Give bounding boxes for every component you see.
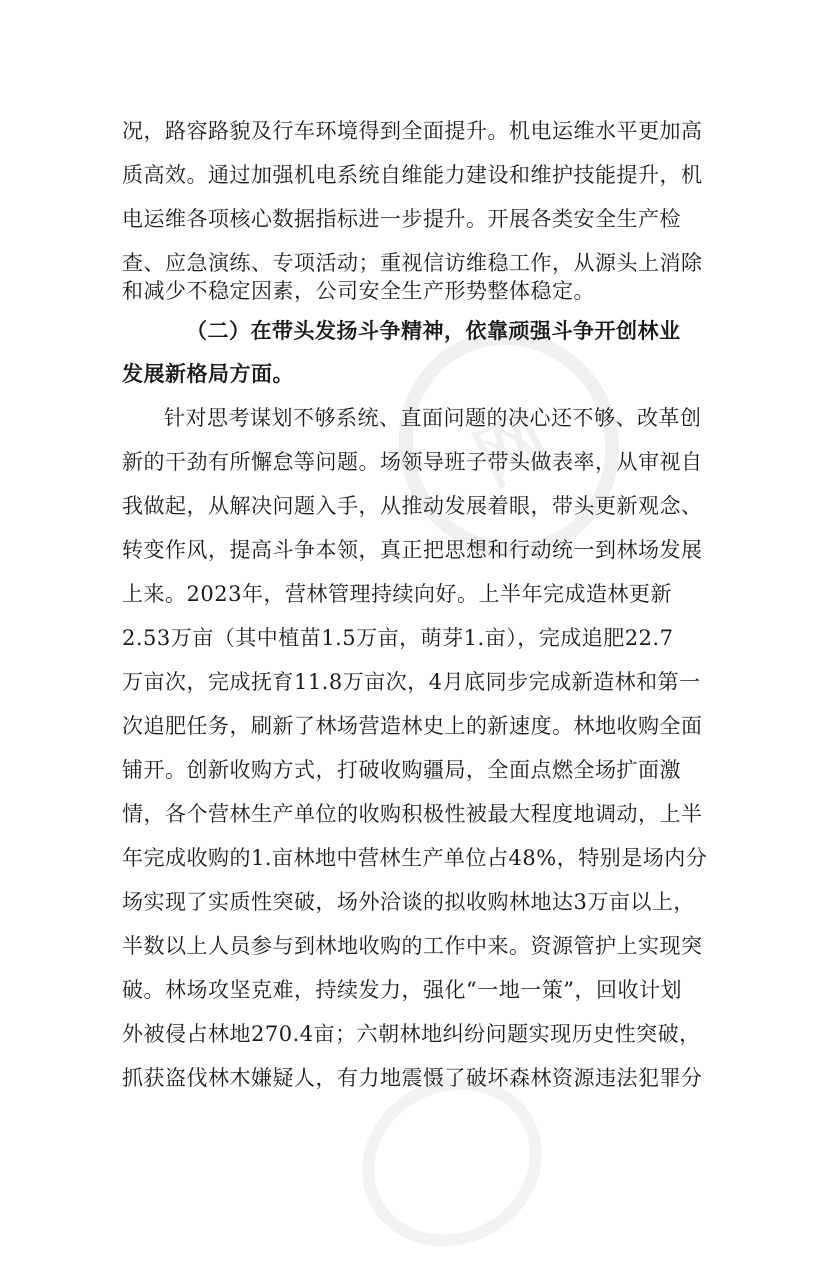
text-line: 年完成收购的1.亩林地中营林生产单位占48%，特别是场内分: [122, 846, 708, 870]
text-line: 转变作风，提高斗争本领，真正把思想和行动统一到林场发展: [122, 538, 703, 562]
watermark-text: 网: [461, 396, 562, 502]
text-line: 新的干劲有所懈怠等问题。场领导班子带头做表率，从审视自: [122, 450, 703, 474]
text-line: 半数以上人员参与到林地收购的工作中来。资源管护上实现突: [122, 934, 703, 958]
text-line: 情，各个营林生产单位的收购积极性被最大程度地调动，上半: [122, 802, 703, 826]
text-line: 外被侵占林地270.4亩；六朝林地纠纷问题实现历史性突破，: [122, 1022, 701, 1046]
text-line: 2.53万亩（其中植苗1.5万亩，萌芽1.亩），完成追肥22.7: [122, 626, 674, 650]
paragraph-first-line: 针对思考谋划不够系统、直面问题的决心还不够、改革创: [164, 406, 702, 430]
section-heading: （二）在带头发扬斗争精神，依靠顽强斗争开创林业: [186, 319, 681, 343]
text-line: 破。林场攻坚克难，持续发力，强化“一地一策”，回收计划: [122, 978, 682, 1002]
text-line: 万亩次，完成抚育11.8万亩次，4月底同步完成新造林和第一: [122, 670, 701, 694]
section-heading-continued: 发展新格局方面。: [122, 362, 294, 386]
text-line: 质高效。通过加强机电系统自维能力建设和维护技能提升，机: [122, 163, 703, 187]
text-line: 查、应急演练、专项活动；重视信访维稳工作，从源头上消除: [122, 251, 703, 275]
text-line: 和减少不稳定因素，公司安全生产形势整体稳定。: [122, 279, 595, 303]
text-line: 我做起，从解决问题入手，从推动发展着眼，带头更新观念、: [122, 494, 703, 518]
text-line: 铺开。创新收购方式，打破收购疆局，全面点燃全场扩面激: [122, 758, 681, 782]
text-line: 况，路容路貌及行车环境得到全面提升。机电运维水平更加高: [122, 119, 703, 143]
text-line: 电运维各项核心数据指标进一步提升。开展各类安全生产检: [122, 207, 681, 231]
text-line: 抓获盗伐林木嫌疑人，有力地震慑了破坏森林资源违法犯罪分: [122, 1066, 703, 1090]
text-line: 上来。2023年，营林管理持续向好。上半年完成造林更新: [122, 582, 672, 606]
text-line: 场实现了实质性突破，场外洽谈的拟收购林地达3万亩以上，: [122, 890, 695, 914]
text-line: 次追肥任务，刷新了林场营造林史上的新速度。林地收购全面: [122, 714, 703, 738]
